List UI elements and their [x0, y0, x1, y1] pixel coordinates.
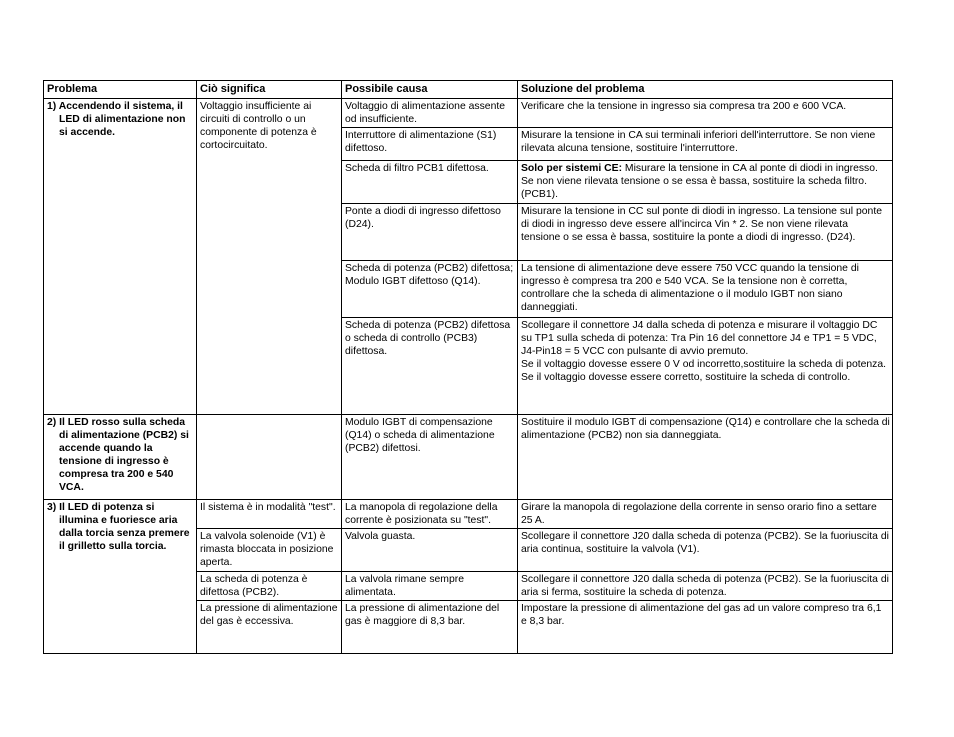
cause-cell: Scheda di potenza (PCB2) difettosa; Modulo IGBT difettoso (Q14).	[342, 261, 518, 318]
solution-cell: Sostituire il modulo IGBT di compensazione (Q14) e controllare che la scheda di alimentazione (PCB2) non sia danneggiata.	[518, 415, 893, 500]
header-row	[44, 81, 893, 99]
problem-cell	[44, 415, 197, 500]
solution-cell: Misurare la tensione in CC sul ponte di diodi in ingresso. La tensione sul ponte di diodi in ingresso deve essere all'incirca Vin * 2. Se non viene rilevata tensione o se essa è bassa, sostituire la ponte a diodi di ingresso. (D24).	[518, 204, 893, 261]
cause-cell: La valvola rimane sempre alimentata.	[342, 572, 518, 601]
problem-text: Accendendo il sistema, il LED di alimentazione non si accende.	[58, 101, 186, 138]
problem-cell	[44, 99, 197, 415]
header-soluzione: Soluzione del problema	[518, 81, 893, 99]
table-row	[44, 99, 893, 128]
solution-cell: Scollegare il connettore J20 dalla scheda di potenza (PCB2). Se la fuoriuscita di aria si ferma, sostituire la scheda di potenza.	[518, 572, 893, 601]
cause-cell: Ponte a diodi di ingresso difettoso (D24).	[342, 204, 518, 261]
solution-line: Se il voltaggio dovesse essere 0 V od incorretto,sostituire la scheda di potenza.	[521, 359, 887, 370]
problem-cell	[44, 500, 197, 654]
problem-number: 2)	[47, 417, 57, 428]
cause-cell: Scheda di filtro PCB1 difettosa.	[342, 161, 518, 204]
solution-cell	[518, 161, 893, 204]
solution-cell: Girare la manopola di regolazione della corrente in senso orario fino a settare 25 A.	[518, 500, 893, 529]
solution-line: Se il voltaggio dovesse essere corretto, sostituire la scheda di controllo.	[521, 372, 851, 383]
solution-cell: Scollegare il connettore J20 dalla scheda di potenza (PCB2). Se la fuoriuscita di aria continua, sostituire la valvola (V1).	[518, 529, 893, 572]
meaning-cell: Voltaggio insufficiente ai circuiti di controllo o un componente di potenza è cortocircuitato.	[197, 99, 342, 415]
troubleshooting-table	[43, 80, 893, 654]
header-significa: Ciò significa	[197, 81, 342, 99]
cause-cell: Interruttore di alimentazione (S1) difettoso.	[342, 128, 518, 161]
meaning-cell	[197, 415, 342, 500]
header-problema: Problema	[44, 81, 197, 99]
cause-cell: Valvola guasta.	[342, 529, 518, 572]
cause-cell: La manopola di regolazione della corrente è posizionata su "test".	[342, 500, 518, 529]
meaning-cell: La pressione di alimentazione del gas è eccessiva.	[197, 601, 342, 654]
solution-text: Misurare la tensione in CA al ponte di diodi in ingresso. Se non viene rilevata tensione o se essa è bassa, sostituire la scheda filtro. (PCB1).	[521, 163, 878, 200]
problem-number: 3)	[47, 502, 57, 513]
header-causa: Possibile causa	[342, 81, 518, 99]
solution-cell	[518, 318, 893, 415]
table-row	[44, 500, 893, 529]
meaning-cell: La valvola solenoide (V1) è rimasta bloccata in posizione aperta.	[197, 529, 342, 572]
problem-text: Il LED di potenza si illumina e fuoriesce aria dalla torcia senza premere il grilletto sulla torcia.	[59, 502, 190, 552]
cause-cell: Modulo IGBT di compensazione (Q14) o scheda di alimentazione (PCB2) difettosi.	[342, 415, 518, 500]
solution-cell: Verificare che la tensione in ingresso sia compresa tra 200 e 600 VCA.	[518, 99, 893, 128]
solution-line: Scollegare il connettore J4 dalla scheda di potenza e misurare il voltaggio DC su TP1 sulla scheda di potenza: Tra Pin 16 del connettore J4 e TP1 = 5 VDC, J4-Pin18 = 5 VCC con pulsante di avvio premuto.	[521, 320, 878, 357]
problem-number: 1)	[47, 101, 57, 112]
solution-bold-prefix: Solo per sistemi CE:	[521, 163, 623, 174]
problem-text: Il LED rosso sulla scheda di alimentazione (PCB2) si accende quando la tensione di ingresso è compresa tra 200 e 540 VCA.	[59, 417, 189, 493]
cause-cell: Voltaggio di alimentazione assente od insufficiente.	[342, 99, 518, 128]
solution-cell: Impostare la pressione di alimentazione del gas ad un valore compreso tra 6,1 e 8,3 bar.	[518, 601, 893, 654]
meaning-cell: La scheda di potenza è difettosa (PCB2).	[197, 572, 342, 601]
cause-cell: La pressione di alimentazione del gas è maggiore di 8,3 bar.	[342, 601, 518, 654]
cause-cell: Scheda di potenza (PCB2) difettosa o scheda di controllo (PCB3) difettosa.	[342, 318, 518, 415]
meaning-cell: Il sistema è in modalità "test".	[197, 500, 342, 529]
solution-cell: Misurare la tensione in CA sui terminali inferiori dell'interruttore. Se non viene rilevata alcuna tensione, sostituire l'interruttore.	[518, 128, 893, 161]
solution-cell: La tensione di alimentazione deve essere 750 VCC quando la tensione di ingresso è compresa tra 200 e 540 VCA. Se la tensione non è corretta, controllare che la scheda di alimentazione o il modulo IGBT non siano danneggiati.	[518, 261, 893, 318]
table-row	[44, 415, 893, 500]
